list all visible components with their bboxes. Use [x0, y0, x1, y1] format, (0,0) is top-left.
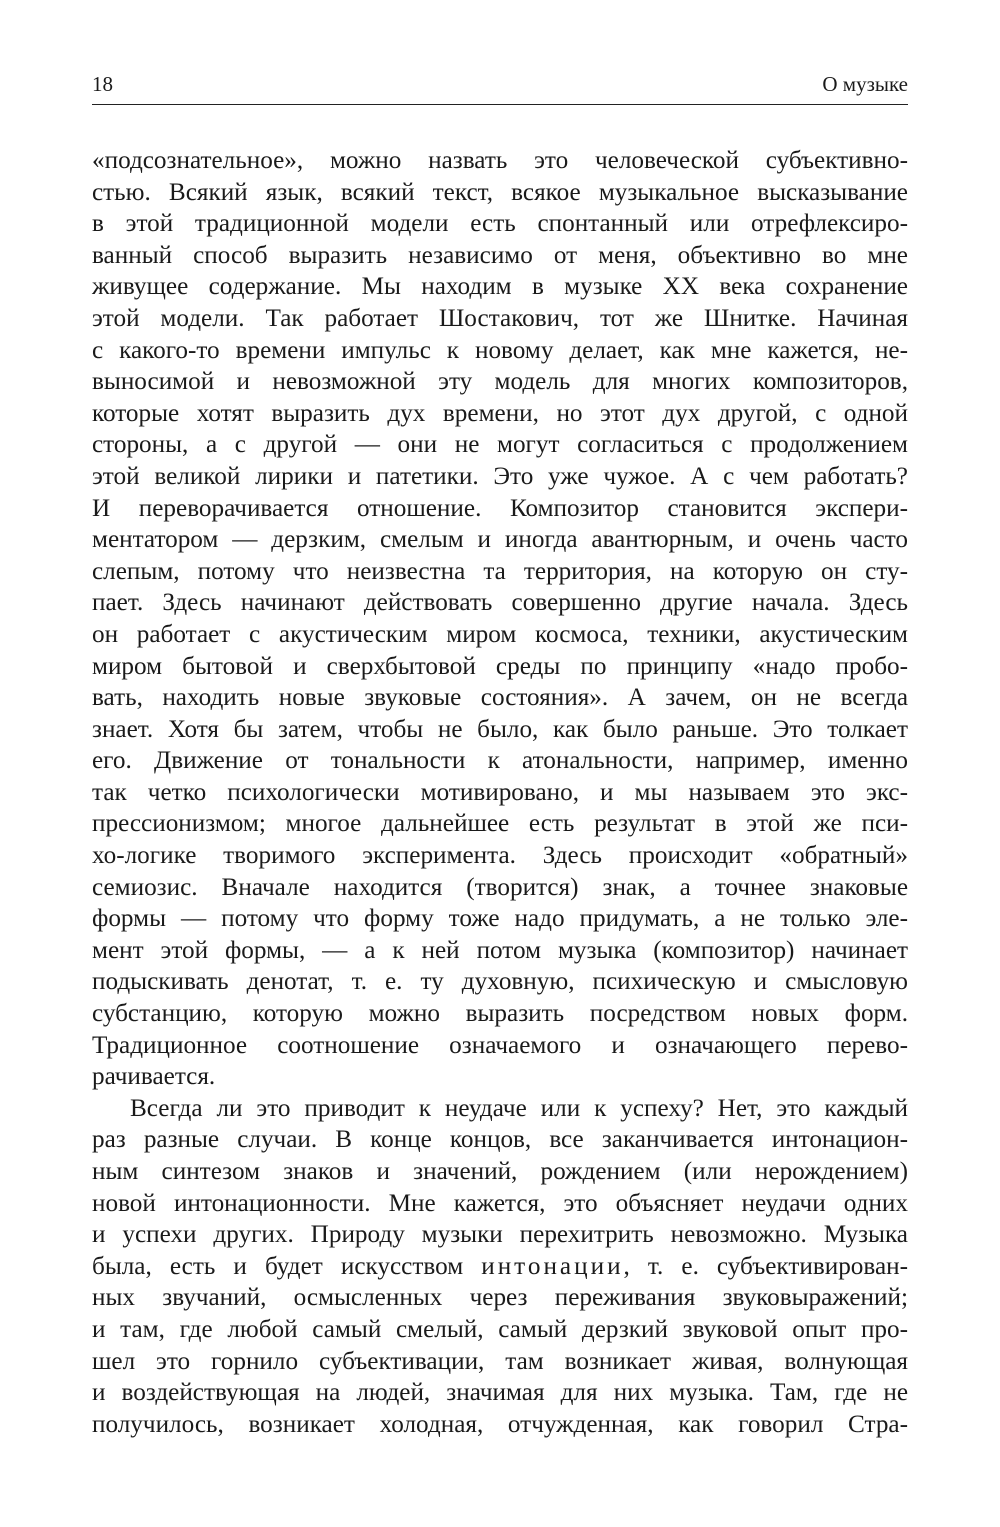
- text-line: хо-логике творимого эксперимента. Здесь происходит «обратный»: [92, 842, 908, 870]
- text-line: И переворачивается отношение. Композитор становится экспери-: [92, 494, 908, 522]
- running-title: О музыке: [822, 72, 908, 96]
- text-line: семиозис. Вначале находится (творится) знак, а точнее знаковые: [92, 873, 908, 901]
- text-line: с какого-то времени импульс к новому делает, как мне кажется, не-: [92, 336, 908, 364]
- text-line: была, есть и будет искусством интонации, т. е. субъективирован-: [92, 1252, 908, 1280]
- text-line: так четко психологически мотивировано, и мы называем это экс-: [92, 778, 908, 806]
- text-line: новой интонационности. Мне кажется, это объясняет неудачи одних: [92, 1189, 908, 1217]
- text-line: которые хотят выразить дух времени, но этот дух другой, с одной: [92, 399, 908, 427]
- text-line: ным синтезом знаков и значений, рождением (или нерождением): [92, 1158, 908, 1185]
- text-line: получилось, возникает холодная, отчужденная, как говорил Стра-: [92, 1410, 908, 1438]
- body-text: [92, 145, 908, 1440]
- text-line: ментатором — дерзким, смелым и иногда авантюрным, и очень часто: [92, 526, 908, 554]
- text-line: и успехи других. Природу музыки перехитрить невозможно. Музыка: [92, 1221, 908, 1249]
- text-line: подыскивать денотат, т. е. ту духовную, психическую и смысловую: [92, 968, 908, 996]
- text-line: рачивается.: [92, 1063, 216, 1091]
- text-line: шел это горнило субъективации, там возникает живая, волнующая: [92, 1347, 908, 1375]
- text-line: его. Движение от тональности к атональности, например, именно: [92, 747, 908, 775]
- running-head: [92, 70, 908, 105]
- text-line: пает. Здесь начинают действовать совершенно другие начала. Здесь: [92, 589, 908, 617]
- text-line: в этой традиционной модели есть спонтанный или отрефлексиро-: [92, 210, 908, 238]
- book-page: [92, 70, 908, 1440]
- text-line: ванный способ выразить независимо от меня, объективно во мне: [92, 241, 908, 269]
- text-line: раз разные случаи. В конце концов, все заканчивается интонацион-: [92, 1126, 908, 1154]
- text-line: ных звучаний, осмысленных через переживания звуковыражений;: [92, 1284, 908, 1312]
- text-line: и там, где любой самый смелый, самый дерзкий звуковой опыт про-: [92, 1315, 908, 1343]
- text-line: стью. Всякий язык, всякий текст, всякое музыкальное высказывание: [92, 178, 908, 206]
- text-line: выносимой и невозможной эту модель для многих композиторов,: [92, 368, 908, 396]
- text-line: этой модели. Так работает Шостакович, тот же Шнитке. Начиная: [92, 304, 908, 332]
- text-line: слепым, потому что неизвестна та территория, на которую он сту-: [92, 557, 908, 585]
- text-line: «подсознательное», можно назвать это человеческой субъективно-: [92, 147, 908, 174]
- text-line: он работает с акустическим миром космоса, техники, акустическим: [92, 620, 908, 648]
- text-line: прессионизмом; многое дальнейшее есть результат в этой же пси-: [92, 810, 908, 838]
- page-number: 18: [92, 72, 113, 96]
- text-line: субстанцию, которую можно выразить посредством новых форм.: [92, 1000, 908, 1028]
- text-line: стороны, а с другой — они не могут согласиться с продолжением: [92, 431, 908, 459]
- text-line: этой великой лирики и патетики. Это уже чужое. А с чем работать?: [92, 462, 908, 490]
- text-line: формы — потому что форму тоже надо придумать, а не только эле-: [92, 905, 908, 933]
- paragraph: [92, 1093, 908, 1441]
- text-line: миром бытовой и сверхбытовой среды по принципу «надо пробо-: [92, 652, 908, 680]
- text-line: и воздействующая на людей, значимая для них музыка. Там, где не: [92, 1379, 908, 1407]
- paragraph: [92, 145, 908, 1093]
- text-line: живущее содержание. Мы находим в музыке XX века сохранение: [92, 273, 908, 301]
- text-line: вать, находить новые звуковые состояния». А зачем, он не всегда: [92, 684, 908, 712]
- emphasized-word: интонации: [481, 1252, 624, 1280]
- text-line: мент этой формы, — а к ней потом музыка (композитор) начинает: [92, 936, 908, 964]
- text-line: Всегда ли это приводит к неудаче или к успеху? Нет, это каждый: [130, 1094, 908, 1122]
- text-line: Традиционное соотношение означаемого и означающего перево-: [92, 1031, 908, 1059]
- text-line: знает. Хотя бы затем, чтобы не было, как было раньше. Это толкает: [92, 715, 908, 743]
